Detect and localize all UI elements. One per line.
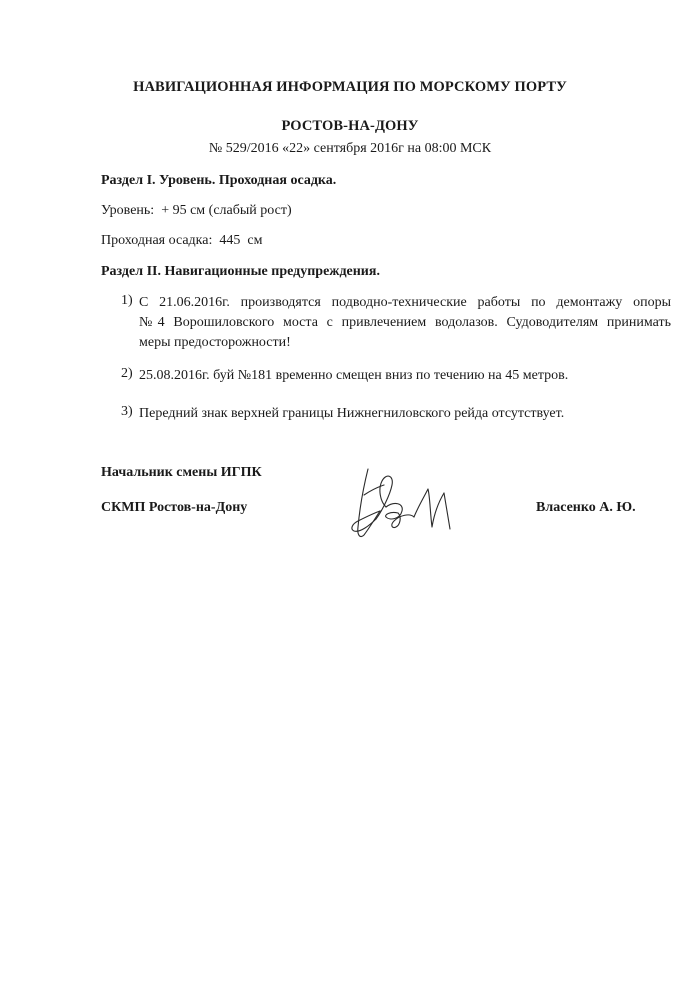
warning-item-number: 2) (121, 366, 133, 381)
warning-item-text-line: Передний знак верхней границы Нижнегниловского рейда отсутствует. (139, 406, 565, 421)
warning-item-text-line: №4 Ворошиловского моста с привлечением водолазов. Судоводителям принимать (139, 315, 671, 330)
warning-item-text-line: 25.08.2016г. буй №181 временно смещен вниз по течению на 45 метров. (139, 368, 569, 383)
document-number-date: № 529/2016 «22» сентября 2016г на 08:00 МСК (208, 141, 492, 156)
water-level-line: Уровень: + 95 см (слабый рост) (101, 203, 292, 218)
section2-heading: Раздел II. Навигационные предупреждения. (101, 264, 380, 279)
document-title-line1: НАВИГАЦИОННАЯ ИНФОРМАЦИЯ ПО МОРСКОМУ ПОРТУ (133, 79, 567, 95)
signatory-position-line1: Начальник смены ИГПК (101, 465, 262, 480)
handwritten-signature (340, 455, 460, 547)
document-title-line2: РОСТОВ-НА-ДОНУ (281, 118, 419, 134)
passage-draft-line: Проходная осадка: 445 см (101, 233, 263, 248)
warning-item-text-line: С 21.06.2016г. производятся подводно-технические работы по демонтажу опоры (139, 295, 671, 310)
warning-item-number: 1) (121, 293, 133, 308)
warning-item-text-line: меры предосторожности! (139, 335, 291, 350)
signatory-name: Власенко А. Ю. (536, 500, 636, 515)
signatory-position-line2: СКМП Ростов-на-Дону (101, 500, 248, 515)
section1-heading: Раздел I. Уровень. Проходная осадка. (101, 173, 337, 188)
warning-item-number: 3) (121, 404, 133, 419)
